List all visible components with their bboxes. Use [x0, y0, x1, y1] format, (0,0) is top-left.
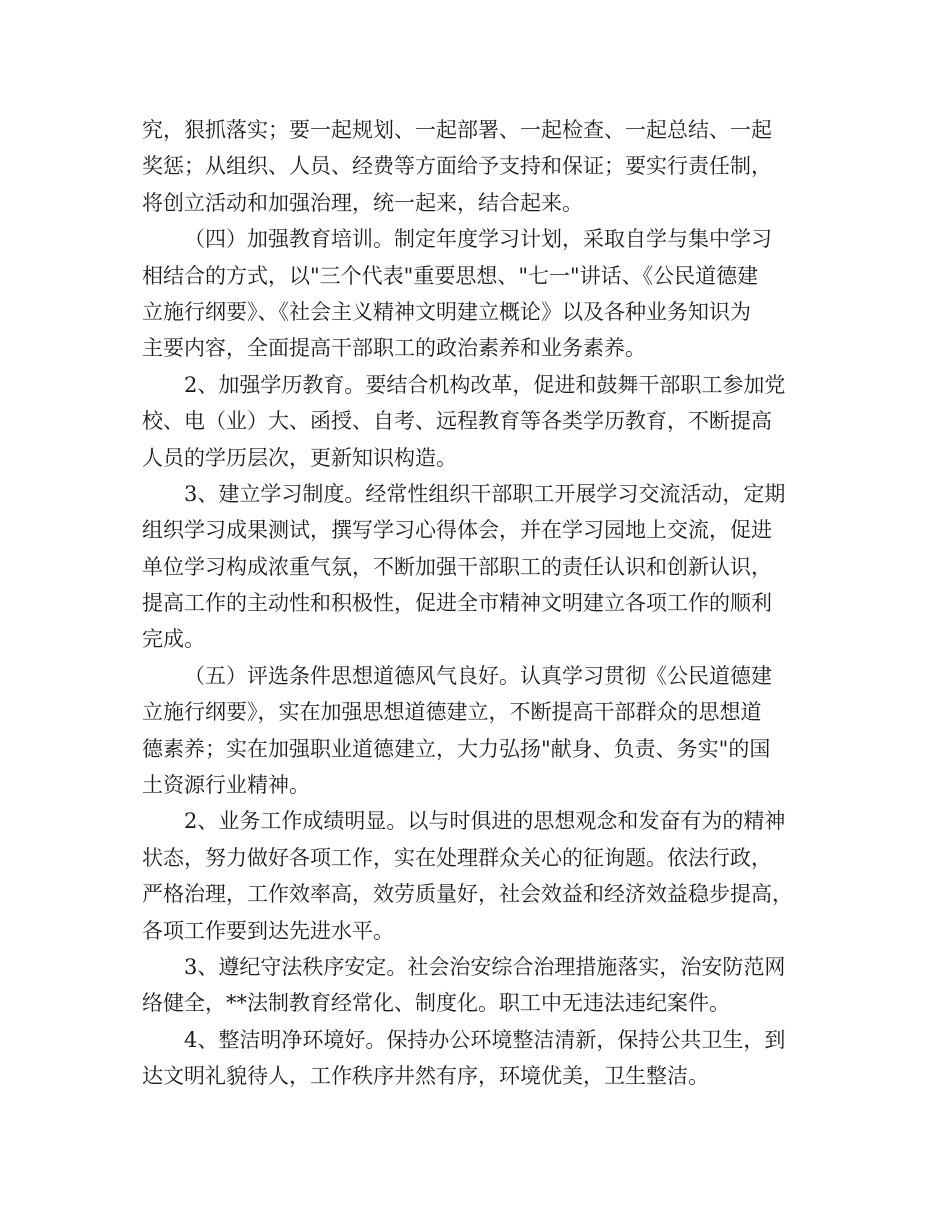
- text-line: 状态，努力做好各项工作，实在处理群众关心的征询题。依法行政，: [142, 845, 772, 870]
- text-line: 达文明礼貌待人，工作秩序井然有序，环境优美，卫生整洁。: [142, 1064, 709, 1089]
- text-line: 主要内容，全面提高干部职工的政治素养和业务素养。: [142, 336, 646, 361]
- text-line: 提高工作的主动性和积极性，促进全市精神文明建立各项工作的顺利: [142, 591, 772, 616]
- text-line: 将创立活动和加强治理，统一起来，结合起来。: [142, 190, 583, 215]
- section-heading-line: （五）评选条件思想道德风气良好。认真学习贯彻《公民道德建: [184, 663, 772, 688]
- text-line: 络健全，**法制教育经常化、制度化。职工中无违法违纪案件。: [142, 991, 730, 1016]
- text-line: 组织学习成果测试，撰写学习心得体会，并在学习园地上交流，促进: [142, 518, 772, 543]
- paragraph-start-line: 3、遵纪守法秩序安定。社会治安综合治理措施落实，治安防范网: [184, 954, 786, 979]
- paragraph-start-line: 4、整洁明净环境好。保持办公环境整洁清新，保持公共卫生，到: [184, 1027, 786, 1052]
- paragraph-start-line: 3、建立学习制度。经常性组织干部职工开展学习交流活动，定期: [184, 481, 786, 506]
- text-line: 校、电（业）大、函授、自考、远程教育等各类学历教育，不断提高: [142, 409, 772, 434]
- text-line: 土资源行业精神。: [142, 773, 310, 798]
- text-line: 完成。: [142, 627, 205, 652]
- text-line: 奖惩；从组织、人员、经费等方面给予支持和保证；要实行责任制，: [142, 154, 772, 179]
- text-line: 单位学习构成浓重气氛，不断加强干部职工的责任认识和创新认识，: [142, 554, 772, 579]
- text-line: 各项工作要到达先进水平。: [142, 918, 394, 943]
- section-heading-line: （四）加强教育培训。制定年度学习计划，采取自学与集中学习: [184, 227, 772, 252]
- text-line: 人员的学历层次，更新知识构造。: [142, 445, 457, 470]
- paragraph-start-line: 2、加强学历教育。要结合机构改革，促进和鼓舞干部职工参加党: [184, 372, 786, 397]
- text-line: 德素养；实在加强职业道德建立，大力弘扬"献身、负责、务实"的国: [142, 736, 771, 761]
- text-line: 立施行纲要》，实在加强思想道德建立，不断提高干部群众的思想道: [142, 700, 762, 725]
- text-line: 严格治理，工作效率高，效劳质量好，社会效益和经济效益稳步提高，: [142, 882, 793, 907]
- text-line: 相结合的方式，以"三个代表"重要思想、"七一"讲话、《公民道德建: [142, 263, 759, 288]
- document-body: [142, 112, 832, 1095]
- text-line: 究，狠抓落实；要一起规划、一起部署、一起检查、一起总结、一起: [142, 118, 772, 142]
- text-line: 立施行纲要》、《社会主义精神文明建立概论》以及各种业务知识为: [142, 299, 751, 324]
- paragraph-start-line: 2、业务工作成绩明显。以与时俱进的思想观念和发奋有为的精神: [184, 809, 786, 834]
